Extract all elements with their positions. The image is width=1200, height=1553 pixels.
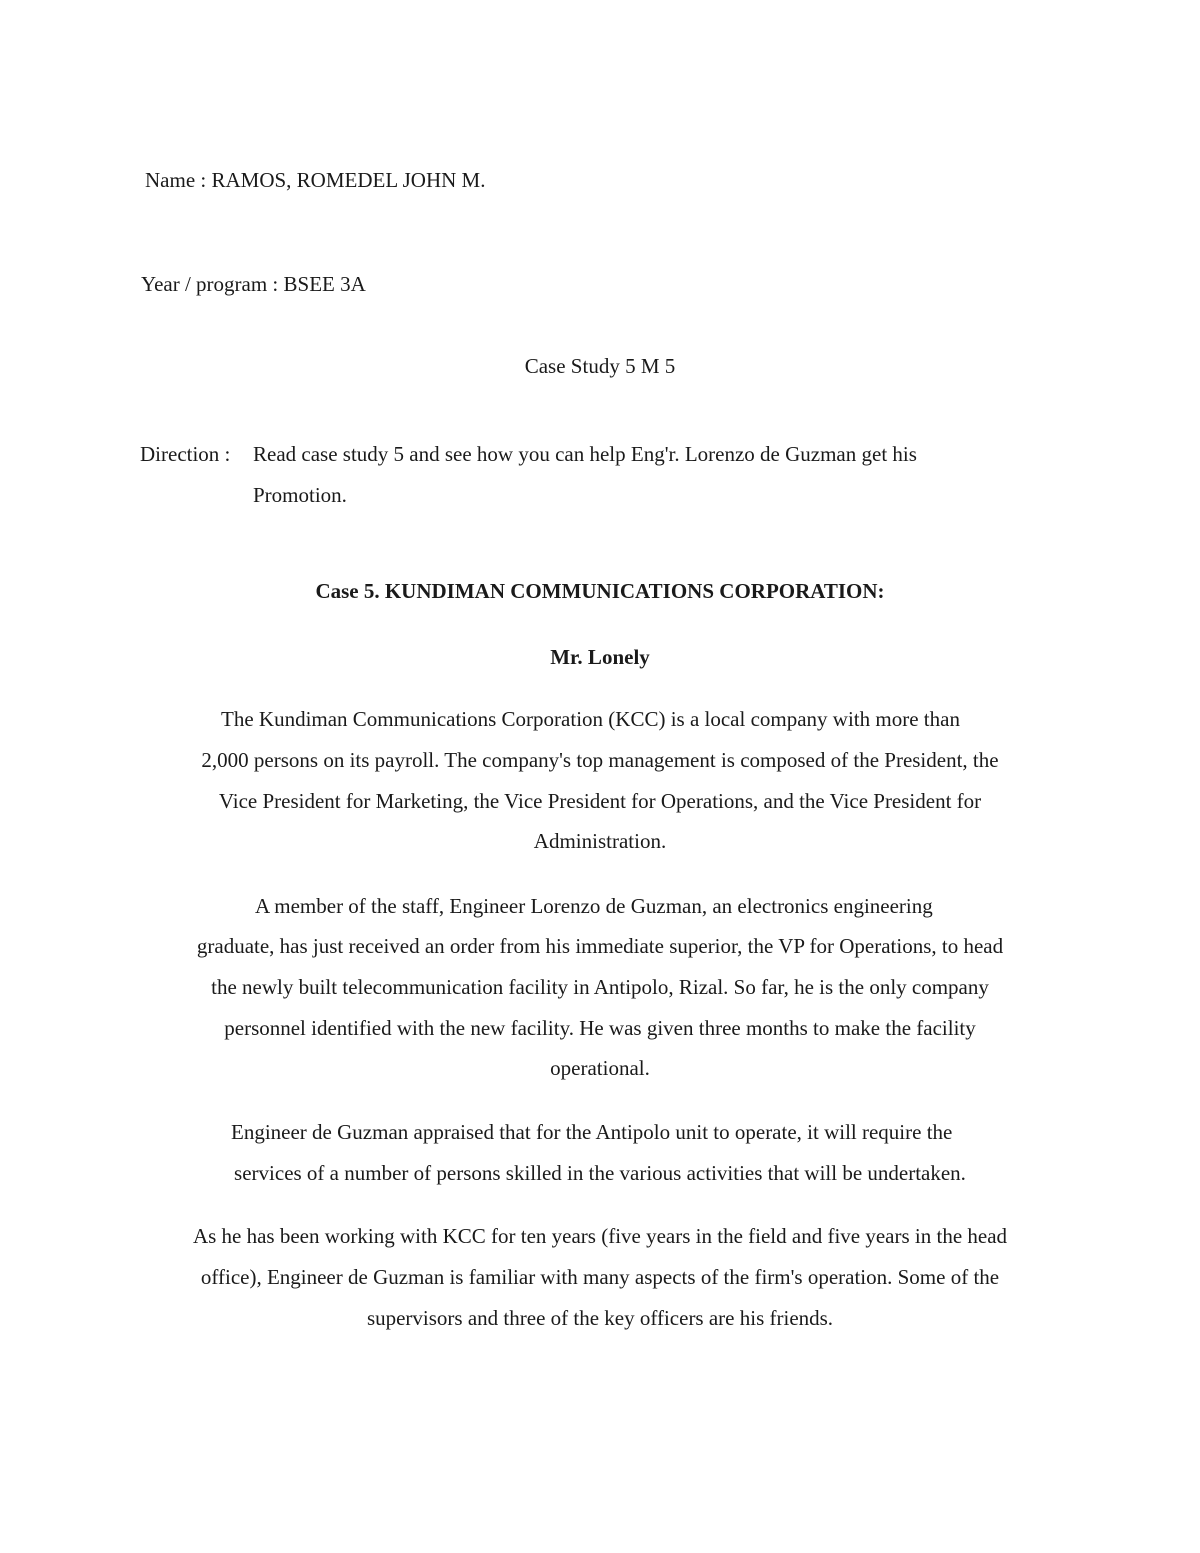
paragraph-1-line: Vice President for Marketing, the Vice President for Operations, and the Vice President for <box>218 789 982 813</box>
student-name: Name : RAMOS, ROMEDEL JOHN M. <box>145 168 486 192</box>
paragraph-3-line: Engineer de Guzman appraised that for the Antipolo unit to operate, it will require the <box>231 1120 953 1144</box>
paragraph-2-line: personnel identified with the new facility. He was given three months to make the facility <box>224 1016 976 1040</box>
paragraph-3-line: services of a number of persons skilled in the various activities that will be undertaken. <box>234 1161 966 1185</box>
year-program: Year / program : BSEE 3A <box>141 272 366 296</box>
case-heading: Case 5. KUNDIMAN COMMUNICATIONS CORPORATION: <box>315 579 885 603</box>
paragraph-2-line: the newly built telecommunication facility in Antipolo, Rizal. So far, he is the only company <box>211 975 989 999</box>
paragraph-2-line: A member of the staff, Engineer Lorenzo de Guzman, an electronics engineering <box>255 894 933 918</box>
paragraph-2-line: graduate, has just received an order from his immediate superior, the VP for Operations, to head <box>196 934 1004 958</box>
direction-line-1: Read case study 5 and see how you can help Eng'r. Lorenzo de Guzman get his <box>253 442 917 466</box>
case-study-title: Case Study 5 M 5 <box>524 354 676 378</box>
paragraph-2-line: operational. <box>550 1056 650 1080</box>
case-subheading: Mr. Lonely <box>550 645 650 669</box>
paragraph-1-line: 2,000 persons on its payroll. The company's top management is composed of the President, the <box>201 748 999 772</box>
paragraph-4-line: office), Engineer de Guzman is familiar with many aspects of the firm's operation. Some of the <box>200 1265 1000 1289</box>
paragraph-1-line: The Kundiman Communications Corporation (KCC) is a local company with more than <box>221 707 960 731</box>
direction-text <box>253 434 1053 516</box>
paragraph-4-line: supervisors and three of the key officers are his friends. <box>366 1306 834 1330</box>
direction-label: Direction : <box>140 442 231 466</box>
paragraph-1-line: Administration. <box>533 829 667 853</box>
direction-line-2: Promotion. <box>253 483 347 507</box>
paragraph-4-line: As he has been working with KCC for ten years (five years in the field and five years in the head <box>192 1224 1008 1248</box>
